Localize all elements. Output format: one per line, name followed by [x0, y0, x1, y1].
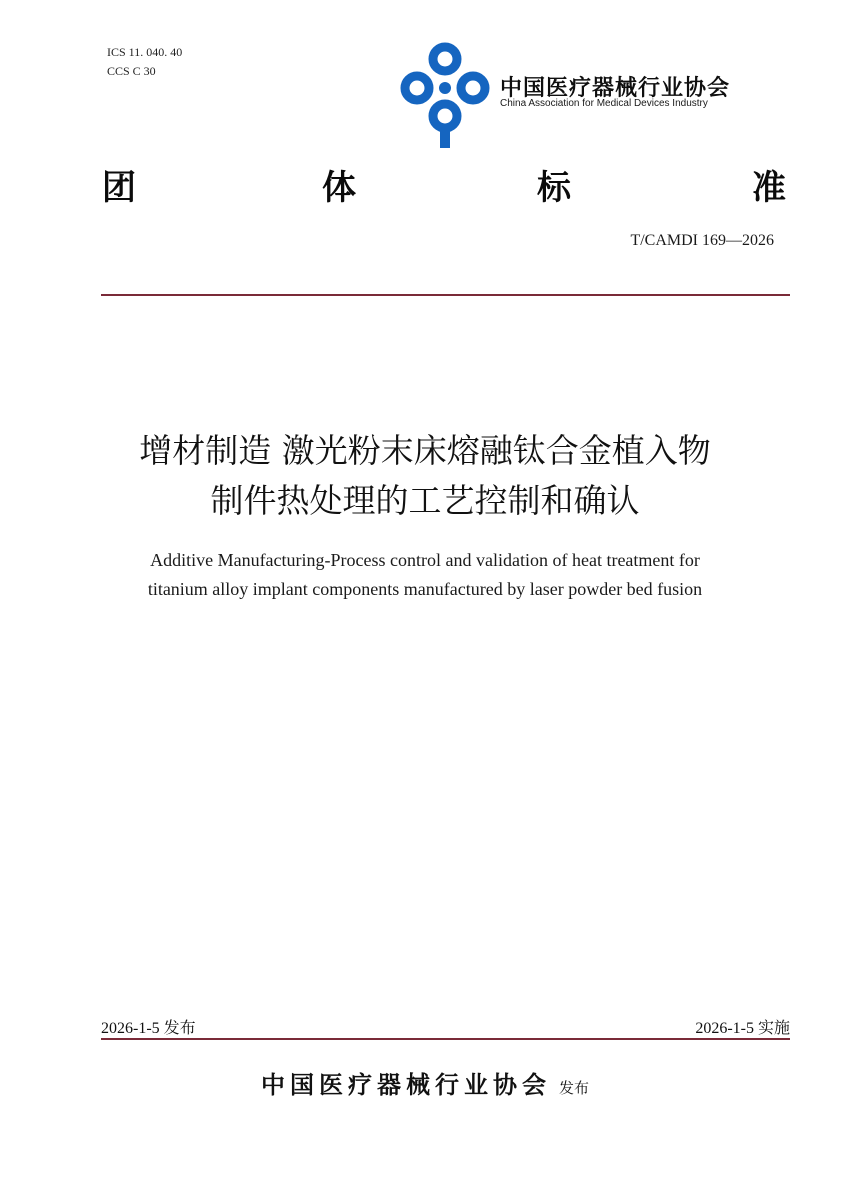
standard-number: T/CAMDI 169—2026 — [630, 232, 774, 249]
standard-type-char-4: 准 — [752, 168, 786, 208]
standard-type-char-3: 标 — [537, 168, 571, 208]
title-en-line-2: titanium alloy implant components manufactured by laser powder bed fusion — [147, 579, 703, 599]
classification-codes — [107, 43, 182, 81]
implement-date: 2026-1-5 实施 — [695, 1020, 790, 1037]
footer-divider — [101, 1038, 790, 1040]
publisher-verb: 发布 — [558, 1079, 589, 1097]
header-divider — [101, 294, 790, 296]
title-cn-line-2: 制件热处理的工艺控制和确认 — [210, 481, 640, 520]
ics-code: ICS 11. 040. 40 — [107, 45, 183, 59]
standard-type-char-1: 团 — [102, 168, 136, 208]
publisher-org: 中国医疗器械行业协会 — [260, 1071, 551, 1099]
association-name-en: China Association for Medical Devices Industry — [500, 98, 708, 109]
title-cn-line-1: 增材制造 激光粉末床熔融钛合金植入物 — [139, 431, 711, 470]
publish-date: 2026-1-5 发布 — [101, 1020, 196, 1037]
ccs-code: CCS C 30 — [107, 64, 156, 78]
standard-type-char-2: 体 — [322, 168, 356, 208]
publisher-line — [0, 1065, 850, 1100]
title-en-line-1: Additive Manufacturing-Process control and validation of heat treatment for — [150, 550, 700, 570]
association-name-cn: 中国医疗器械行业协会 — [500, 76, 731, 101]
china-knot-logo-icon — [400, 42, 490, 150]
